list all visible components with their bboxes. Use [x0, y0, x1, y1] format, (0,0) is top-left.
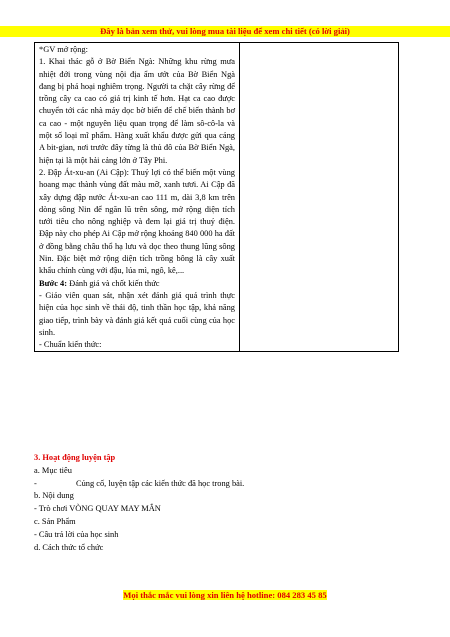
- objective-text: Củng cố, luyện tập các kiến thức đã học trong bài.: [76, 478, 245, 488]
- step4-text: Đánh giá và chốt kiến thức: [67, 278, 160, 288]
- objective-dash: -: [34, 478, 37, 488]
- preview-banner-text: Đây là bản xem thử, vui lòng mua tài liệu để xem chi tiết (có lời giải): [100, 26, 350, 36]
- organization-heading: d. Cách thức tổ chức: [34, 542, 104, 552]
- preview-banner: [0, 26, 450, 37]
- extension-item-1: 1. Khai thác gỗ ở Bờ Biển Ngà: Những khu rừng mưa nhiệt đới trong vùng nội địa ẩm ướt của Bờ Biển Ngà đang bị phá hoại nghiêm trọng. Người ta chặt cây rừng để trồng cây ca cao có giá trị kinh tế hơn. Hạt ca cao được chuyển tới các nhà máy dọc bờ biển để chế biến thành bơ ca cao - một nguyên liệu quan trọng để làm sô-cô-la và một số loại mĩ phẩm. Hàng xuất khẩu được gửi qua cảng A bit-gian, nơi trước đây từng là thủ đô của Bờ Biển Ngà, hiện tại là một hải cảng lớn ở Tây Phi.: [39, 57, 235, 165]
- step4-heading: [39, 278, 235, 290]
- extension-item-2: 2. Đập Át-xu-an (Ai Cập): Thuỷ lợi có thể biến một vùng hoang mạc thành vùng đất màu mỡ, xanh tươi. Ai Cập đã xây dựng đập nước Át-xu-an cao 111 m, dài 3,8 km trên dòng sông Nin để ngăn lũ trên sông, mở rộng diện tích tưới tiêu cho nông nghiệp và đem lại giá trị thuỷ điện. Đập này cho phép Ai Cập mở rộng khoảng 840 000 ha đất ở đồng bằng châu thổ hạ lưu và dọc theo thung lũng sông Nin. Đặc biệt mở rộng diện tích trồng bông là cây xuất khẩu chính cùng với đậu, lúa mì, ngô, kê,...: [39, 167, 235, 276]
- product-heading: c. Sản Phẩm: [34, 516, 76, 526]
- step4-label: Bước 4:: [39, 278, 68, 288]
- content-text: - Trò chơi VÒNG QUAY MAY MẮN: [34, 504, 161, 514]
- extension-label: *GV mở rộng:: [39, 45, 88, 54]
- section-title: 3. Hoạt động luyện tập: [34, 453, 116, 462]
- objective-heading: a. Mục tiêu: [34, 465, 72, 475]
- objective-item: [34, 478, 394, 491]
- lesson-table: [34, 42, 399, 352]
- activity-cell: [35, 43, 240, 352]
- practice-section: [34, 452, 394, 554]
- product-text: - Câu trả lời của học sinh: [34, 529, 119, 539]
- hotline-banner: [0, 590, 450, 601]
- conclusion-label: - Chuẩn kiến thức:: [39, 340, 102, 350]
- table-row: [35, 43, 399, 352]
- content-cell: [240, 43, 399, 352]
- content-heading: b. Nội dung: [34, 491, 74, 501]
- step4-description: - Giáo viên quan sát, nhận xét đánh giá quá trình thực hiện của học sinh về thái độ, tinh thần học tập, khả năng giao tiếp, trình bày và đánh giá kết quả cuối cùng của học sinh.: [39, 290, 235, 337]
- hotline-text: Mọi thắc mắc vui lòng xin liên hệ hotline: 084 283 45 85: [123, 590, 327, 600]
